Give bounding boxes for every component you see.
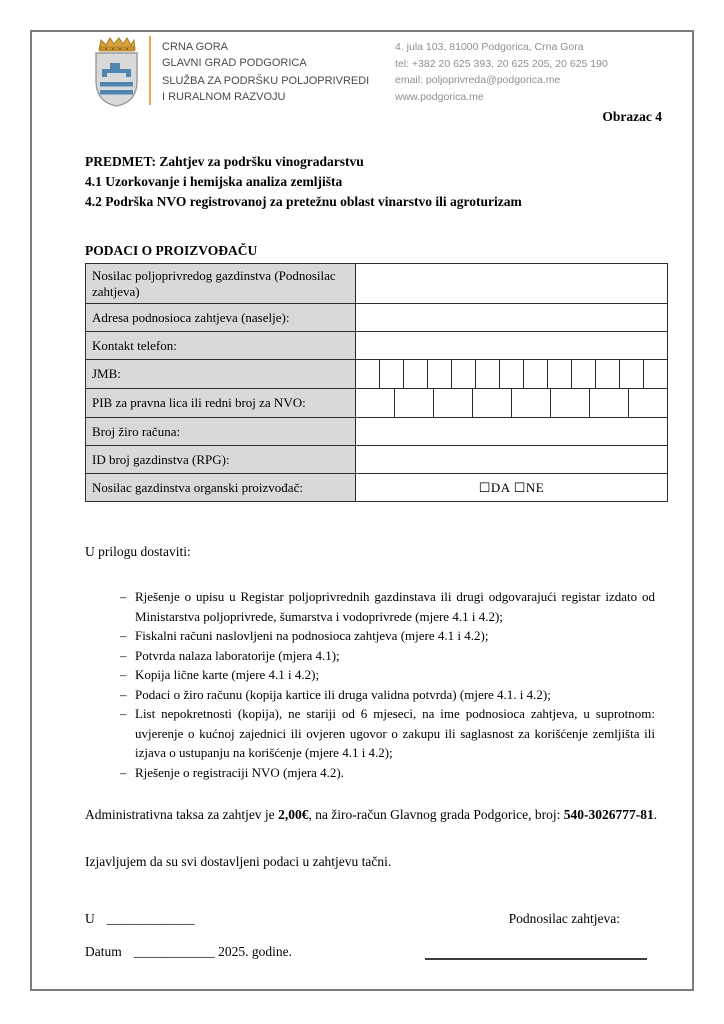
value-input-cell[interactable]: [356, 304, 668, 332]
digit-box[interactable]: [356, 360, 379, 388]
digit-box[interactable]: [595, 360, 619, 388]
contact-website: www.podgorica.me: [395, 90, 484, 103]
podgorica-coat-of-arms-icon: [93, 36, 140, 108]
digit-box[interactable]: [472, 389, 511, 417]
digit-box[interactable]: [619, 360, 643, 388]
fee-account-number: 540-3026777-81: [563, 807, 654, 822]
attachment-item-text: Potvrda nalaza laboratorije (mjera 4.1);: [135, 647, 340, 663]
attachment-item-text: Rješenje o upisu u Registar poljoprivrednih gazdinstava ili drugi odgovarajući registar izdato od Ministarstva poljoprivrede, šumarstva i vodoprivrede (mjere 4.1 i 4.2);: [135, 589, 655, 624]
attachment-item: [120, 704, 655, 763]
attachment-item: [120, 763, 655, 783]
digit-box[interactable]: [547, 360, 571, 388]
digit-box[interactable]: [451, 360, 475, 388]
list-dash-marker: –: [120, 647, 127, 663]
digit-box[interactable]: [571, 360, 595, 388]
table-row: [86, 418, 668, 446]
org-city: GLAVNI GRAD PODGORICA: [162, 57, 307, 69]
table-row: [86, 360, 668, 389]
date-blank-line[interactable]: ____________: [133, 944, 215, 959]
contact-block: [395, 36, 608, 105]
field-label: Nosilac poljoprivredog gazdinstva (Podnosilac zahtjeva): [86, 264, 356, 304]
signature-line[interactable]: [425, 948, 647, 960]
attachment-item-text: List nepokretnosti (kopija), ne stariji od 6 mjeseci, na ime podnosioca zahtjeva, u suprotnom: uvjerenje o kućnoj zajednici ili ovjeren ugovor o zakupu ili saglasnost za korišćenje zemljišta ili izjava o ustupanju na korišćenje (mjere 4.1 i 4.2);: [135, 706, 655, 760]
digit-box[interactable]: [379, 360, 403, 388]
attachment-item: [120, 685, 655, 705]
org-department-line1: SLUŽBA ZA PODRŠKU POLJOPRIVREDI: [162, 75, 370, 87]
field-label: Adresa podnosioca zahtjeva (naselje):: [86, 304, 356, 332]
producer-section-title: PODACI O PROIZVOĐAČU: [85, 243, 258, 258]
digit-boxes-field: [356, 360, 668, 389]
contact-address: 4. jula 103, 81000 Podgorica, Crna Gora: [395, 41, 584, 53]
digit-box[interactable]: [403, 360, 427, 388]
attachments-list: [120, 587, 655, 782]
place-label: U: [85, 911, 95, 926]
fee-text-3: .: [653, 807, 658, 822]
table-row: [86, 264, 668, 304]
attachment-item: [120, 665, 655, 685]
digit-box[interactable]: [475, 360, 499, 388]
contact-email: email: poljoprivreda@podgorica.me: [395, 74, 561, 86]
attachment-item-text: Kopija lične karte (mjere 4.1 i 4.2);: [135, 667, 320, 682]
digit-box[interactable]: [523, 360, 547, 388]
table-row: [86, 389, 668, 418]
crown-icon: [99, 38, 135, 51]
fee-text-2: , na žiro-račun Glavnog grada Podgorice, broj:: [308, 807, 564, 822]
footer-place-row: [85, 911, 670, 927]
date-suffix: 2025. godine.: [218, 944, 292, 959]
attachment-item-text: Fiskalni računi naslovljeni na podnosioca zahtjeva (mjere 4.1 i 4.2);: [135, 628, 489, 643]
organization-block: [149, 36, 386, 105]
subject-block: [85, 152, 670, 212]
digit-box[interactable]: [499, 360, 523, 388]
attachment-item: [120, 646, 655, 666]
list-dash-marker: –: [120, 589, 127, 604]
digit-box[interactable]: [643, 360, 667, 388]
signature-label: Podnosilac zahtjeva:: [508, 911, 620, 926]
declaration-statement: Izjavljujem da su svi dostavljeni podaci u zahtjevu tačni.: [85, 854, 392, 869]
form-number-label: Obrazac 4: [602, 109, 662, 124]
attachment-item: [120, 587, 655, 626]
value-input-cell[interactable]: [356, 418, 668, 446]
list-dash-marker: –: [120, 764, 127, 780]
digit-box[interactable]: [511, 389, 550, 417]
digit-box[interactable]: [550, 389, 589, 417]
page-content: [32, 32, 692, 960]
subject-line: PREDMET: Zahtjev za podršku vinogradarstvu: [85, 154, 364, 169]
digit-box[interactable]: [356, 389, 394, 417]
table-row: [86, 332, 668, 360]
digit-box[interactable]: [628, 389, 667, 417]
contact-phone: tel: +382 20 625 393, 20 625 205, 20 625 190: [395, 57, 608, 70]
digit-box[interactable]: [589, 389, 628, 417]
digit-box[interactable]: [394, 389, 433, 417]
fee-note: [85, 805, 668, 825]
digit-box[interactable]: [427, 360, 451, 388]
list-dash-marker: –: [120, 667, 127, 682]
table-row: [86, 474, 668, 502]
place-field: [85, 911, 195, 927]
digit-boxes-field: [356, 389, 668, 418]
producer-table: [85, 263, 668, 502]
date-field: [85, 944, 292, 960]
table-row: [86, 446, 668, 474]
field-label: ID broj gazdinstva (RPG):: [86, 446, 356, 474]
list-dash-marker: –: [120, 628, 127, 643]
footer-date-row: [85, 944, 670, 960]
attachment-item: [120, 626, 655, 646]
place-blank-line[interactable]: _____________: [106, 911, 195, 926]
list-dash-marker: –: [120, 686, 127, 702]
list-dash-marker: –: [120, 706, 127, 721]
fee-text-1: Administrativna taksa za zahtjev je: [85, 807, 279, 822]
measure-4-2-line: 4.2 Podrška NVO registrovanoj za pretežnu oblast vinarstvo ili agroturizam: [85, 194, 522, 209]
value-input-cell[interactable]: [356, 446, 668, 474]
org-department-line2: I RURALNOM RAZVOJU: [162, 91, 286, 103]
field-label: Nosilac gazdinstva organski proizvođač:: [86, 474, 356, 502]
value-input-cell[interactable]: [356, 264, 668, 304]
attachment-item-text: Rješenje o registraciji NVO (mjera 4.2).: [135, 764, 345, 780]
field-label: PIB za pravna lica ili redni broj za NVO:: [86, 389, 356, 418]
field-label: JMB:: [86, 360, 356, 389]
org-country: CRNA GORA: [162, 41, 229, 53]
field-label: Kontakt telefon:: [86, 332, 356, 360]
attachment-item-text: Podaci o žiro računu (kopija kartice ili druga validna potvrda) (mjere 4.1. i 4.2);: [135, 686, 551, 702]
attachments-title: U prilogu dostaviti:: [85, 544, 191, 559]
page-border-frame: [30, 30, 694, 991]
table-row: [86, 304, 668, 332]
fee-amount: 2,00€: [278, 807, 309, 822]
date-label: Datum: [85, 944, 122, 959]
digit-box[interactable]: [433, 389, 472, 417]
value-input-cell[interactable]: [356, 332, 668, 360]
measure-4-1-line: 4.1 Uzorkovanje i hemijska analiza zemljišta: [85, 174, 343, 189]
field-label: Broj žiro računa:: [86, 418, 356, 446]
da-ne-checkbox-field[interactable]: ☐DA ☐NE: [356, 474, 668, 502]
letterhead: [93, 36, 670, 108]
